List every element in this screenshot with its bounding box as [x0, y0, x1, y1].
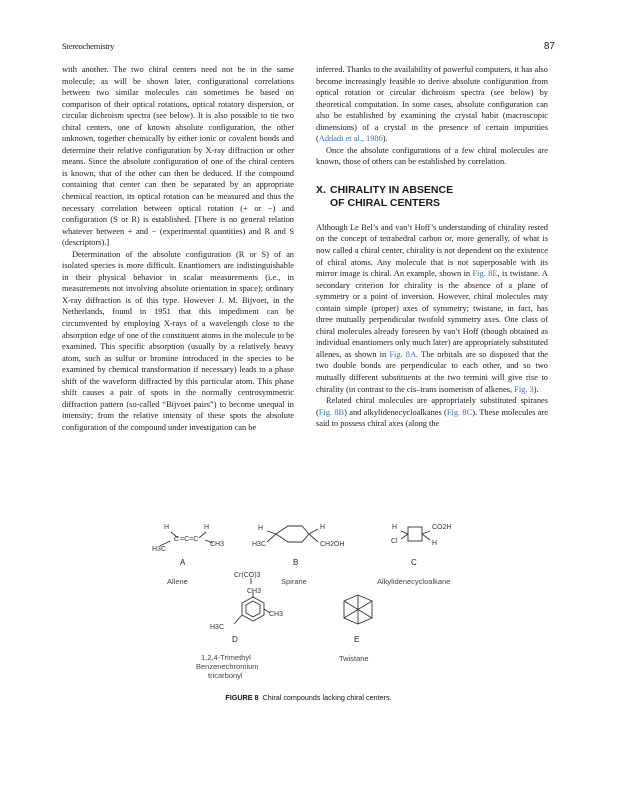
atom-label: H3C: [152, 546, 167, 553]
atom-label: CH2OH: [320, 541, 345, 548]
compound-name: Twistane: [339, 654, 369, 663]
compound-name: Alkylidenecycloalkane: [377, 577, 451, 586]
figure-structures: [62, 512, 555, 702]
atom-label: CH3: [247, 588, 262, 595]
compound-name-line-1: 1,2,4-Trimethyl: [201, 653, 251, 662]
caption-label: FIGURE 8: [225, 693, 259, 702]
left-column: [62, 64, 294, 434]
caption-text: Chiral compounds lacking chiral centers.: [262, 693, 392, 702]
atom-label: Cr(CO)3: [234, 572, 261, 579]
atom-label: H3C: [252, 541, 267, 548]
paragraph: Related chiral molecules are appropriately substituted spiranes (Fig. 8B) and alkylidenecycloalkanes (Fig. 8C). These molecules are said to possess chiral axes (along the: [316, 396, 548, 429]
atom-label: CH3: [269, 611, 284, 618]
figure-link[interactable]: Fig. 8B: [318, 407, 345, 417]
atom-label: H: [258, 525, 264, 532]
atom-label: Cl: [391, 538, 398, 545]
right-column: [316, 64, 548, 430]
figure-letter-c: C: [411, 558, 417, 567]
paragraph: inferred. Thanks to the availability of powerful computers, it has also become increasingly feasible to derive absolute configuration from optical rotation or circular dichroism spectra (see below) by theoretical computation. In some cases, absolute configuration can also be established by examining the crystal habit (macroscopic dimensions) of a crystal in the presence of certain impurities (Addadi et al., 1986).: [316, 65, 548, 144]
atom-label: C: [174, 536, 180, 543]
paragraph: Although Le Bel’s and van’t Hoff’s understanding of chirality rested on the concept of tetrahedral carbon or, more generally, of what is now called a chiral center, chirality is not dependent on the existence of chiral atoms. Any molecule that is not superposable with its mirror image is chiral. An example, shown in Fig. 8E, is twistane. A secondary criterion for chirality is the absence of a plane of symmetry or a point of inversion. However, chiral molecules may contain simple (proper) axes of symmetry; twistane, in fact, has three mutually perpendicular twofold symmetry axes. One class of chiral molecules already foreseen by van’t Hoff (though obtained as individual enantiomers only much later) are appropriately substituted allenes, as shown in Fig. 8A. The orbitals are so disposed that the two double bonds are perpendicular to each other, and so two mutually different substituents at the two termini will give rise to chirality (in contrast to the cis–trans isomerism of alkenes, Fig. 3).: [316, 222, 548, 394]
atom-label: H3C: [210, 624, 225, 631]
figure-letter-e: E: [354, 635, 360, 644]
section-heading: [316, 184, 548, 210]
figure-link[interactable]: Fig. 8E: [472, 269, 498, 279]
compound-name: Allene: [167, 577, 188, 586]
figure-link[interactable]: Fig. 3: [514, 384, 534, 394]
paragraph: Once the absolute configurations of a few chiral molecules are known, those of others can be established by correlation.: [316, 145, 548, 167]
page-number: 87: [543, 41, 555, 52]
paragraph: Determination of the absolute configuration (R or S) of an isolated species is more difficult. Enantiomers are indistinguishable in their physical behavior in scalar measurements (i.e., in measurements not involving absolute orientation in space); ordinary X-ray diffraction is of this type. However J. M. Bijvoet, in the Netherlands, found in 1951 that this impediment can be circumvented by employing X-rays of a wavelength close to the absorption edge of one of the constituent atoms in the molecule to be examined. This specific absorption (usually by a relatively heavy atom, such as sulfur or bromine introduced in the species to be examined by chemical transformation if necessary) leads to a phase shift of the waveform diffracted by this particular atom. This phase shift causes a pair of spots in the normally centrosymmetric diffraction pattern (so-called “Bijvoet pairs”) to become unequal in intensity; from the relative intensity of these spots the absolute configuration of the compound under investigation can be: [62, 249, 294, 432]
atom-label: CH3: [210, 541, 225, 548]
figure-letter-d: D: [232, 635, 238, 644]
figure-caption: [62, 693, 555, 702]
compound-name-line-2: Benzenechromium: [196, 662, 259, 671]
section-number: X.: [316, 183, 326, 196]
figure-8: [62, 512, 555, 712]
atom-label: CO2H: [432, 524, 452, 531]
section-title-line-1: CHIRALITY IN ABSENCE: [330, 183, 454, 196]
figure-letter-b: B: [293, 558, 299, 567]
running-title: Stereochemistry: [62, 41, 115, 51]
atom-label: =C=C: [180, 536, 199, 543]
atom-label: H: [204, 524, 210, 531]
section-title-line-2: OF CHIRAL CENTERS: [330, 196, 441, 209]
paragraph: with another. The two chiral centers need not be in the same molecule; as will be shown later, configurational correlations between two similar molecules can sometimes be based on comparison of their optical rotations, optical rotatory dispersion, or circular dichroism spectra (see below). It is also possible to tie two chiral centers, one of known absolute configuration, the other unknown, together chemically by either ionic or covalent bonds and determine their relative configuration by X-ray diffraction or other means. Since the absolute configuration of one of the chiral centers is known, that of the other can then be deduced. If the compound containing that center can then be separated by an appropriate chemical reaction, its optical rotation can be measured and thus the necessary correlation between optical rotation (+ or −) and configuration (S or R) is established. [There is no general relation whatever between + and − (experimental quantities) and R and S (descriptors).]: [62, 65, 294, 248]
figure-link[interactable]: Fig. 8A: [389, 349, 417, 359]
figure-link[interactable]: Fig. 8C: [446, 407, 473, 417]
compound-name-line-3: tricarbonyl: [208, 671, 243, 680]
citation-link[interactable]: Addadi et al., 1986: [318, 134, 383, 144]
figure-letter-a: A: [180, 558, 186, 567]
running-head: [62, 41, 555, 55]
atom-label: H: [392, 524, 398, 531]
atom-label: H: [320, 524, 326, 531]
compound-name: Spirane: [281, 577, 307, 586]
atom-label: H: [432, 540, 438, 547]
atom-label: H: [164, 524, 170, 531]
